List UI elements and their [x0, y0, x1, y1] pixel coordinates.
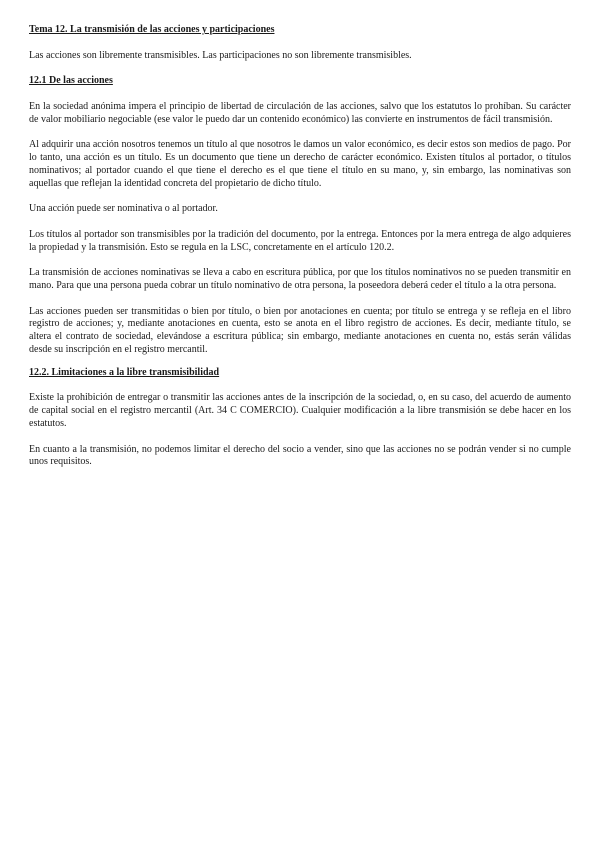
spacer	[29, 357, 571, 367]
intro-paragraph: Las acciones son libremente transmisibles. Las participaciones no son libremente transmisibles.	[29, 49, 412, 61]
spacer	[29, 431, 571, 444]
spacer	[29, 190, 571, 203]
section-1-paragraph: Las acciones pueden ser transmitidas o bien por título, o bien por anotaciones en cuenta; por título se entrega y se refleja en el libro registro de acciones; y, mediante anotaciones en cuenta, esto se anota en el libro registro de acciones. Es decir, mediante título, se altera el contrato de sociedad, elevándose a escritura pública; sin embargo, mediante anotaciones en cuenta no, estás serán válidas desde su inscripción en el registro mercantil.	[29, 305, 571, 355]
section-1-paragraph: Al adquirir una acción nosotros tenemos un título al que nosotros le damos un valor económico, es decir estos son medios de pago. Por lo tanto, una acción es un título. Es un documento que tiene un derecho de carácter económico. Existen títulos al portador, o títulos nominativos; al portador cuando el que tiene el derecho es el que tiene el título en su mano, y, sin embargo, las nominativas son aquellas que reflejan la identidad concreta del propietario de dicho título.	[29, 139, 571, 189]
section-2-paragraph: En cuanto a la transmisión, no podemos limitar el derecho del socio a vender, sino que las acciones no se podrán vender si no cumple unos requisitos.	[29, 443, 571, 468]
section-1-paragraph: Los títulos al portador son transmisibles por la tradición del documento, por la entrega. Entonces por la mera entrega de algo adquieres la propiedad y la transmisión. Esto se regula en la LSC, concretamente en el artículo 120.2.	[29, 228, 571, 253]
spacer	[29, 380, 571, 393]
spacer	[29, 37, 571, 50]
spacer	[29, 88, 571, 101]
section-1-paragraph: Una acción puede ser nominativa o al portador.	[29, 203, 218, 215]
section-1-heading: 12.1 De las acciones	[29, 75, 113, 87]
section-1-paragraph: La transmisión de acciones nominativas se lleva a cabo en escritura pública, por que los títulos nominativos no se pueden transmitir en mano. Para que una persona pueda cobrar un título nominativo de otra persona, la poseedora deberá ceder el título a la otra persona.	[29, 267, 571, 291]
document-page	[29, 24, 571, 469]
document-title: Tema 12. La transmisión de las acciones y participaciones	[29, 24, 275, 35]
spacer	[29, 254, 571, 267]
section-2-heading: 12.2. Limitaciones a la libre transmisibilidad	[29, 366, 220, 378]
spacer	[29, 126, 571, 139]
section-2-paragraph: Existe la prohibición de entregar o transmitir las acciones antes de la inscripción de la sociedad, o, en su caso, del acuerdo de aumento de capital social en el registro mercantil (Art. 34 C COMERCIO). Cualquier modificación a la libre transmisión se debe hacer en los estatutos.	[29, 392, 571, 429]
spacer	[29, 293, 571, 306]
section-1-paragraph: En la sociedad anónima impera el principio de libertad de circulación de las acciones, salvo que los estatutos lo prohíban. Su carácter de valor mobiliario negociable (ese valor le puedo dar un contenido económico) las convierte en instrumentos de fácil transmisión.	[29, 100, 571, 125]
spacer	[29, 216, 571, 229]
spacer	[29, 62, 571, 75]
